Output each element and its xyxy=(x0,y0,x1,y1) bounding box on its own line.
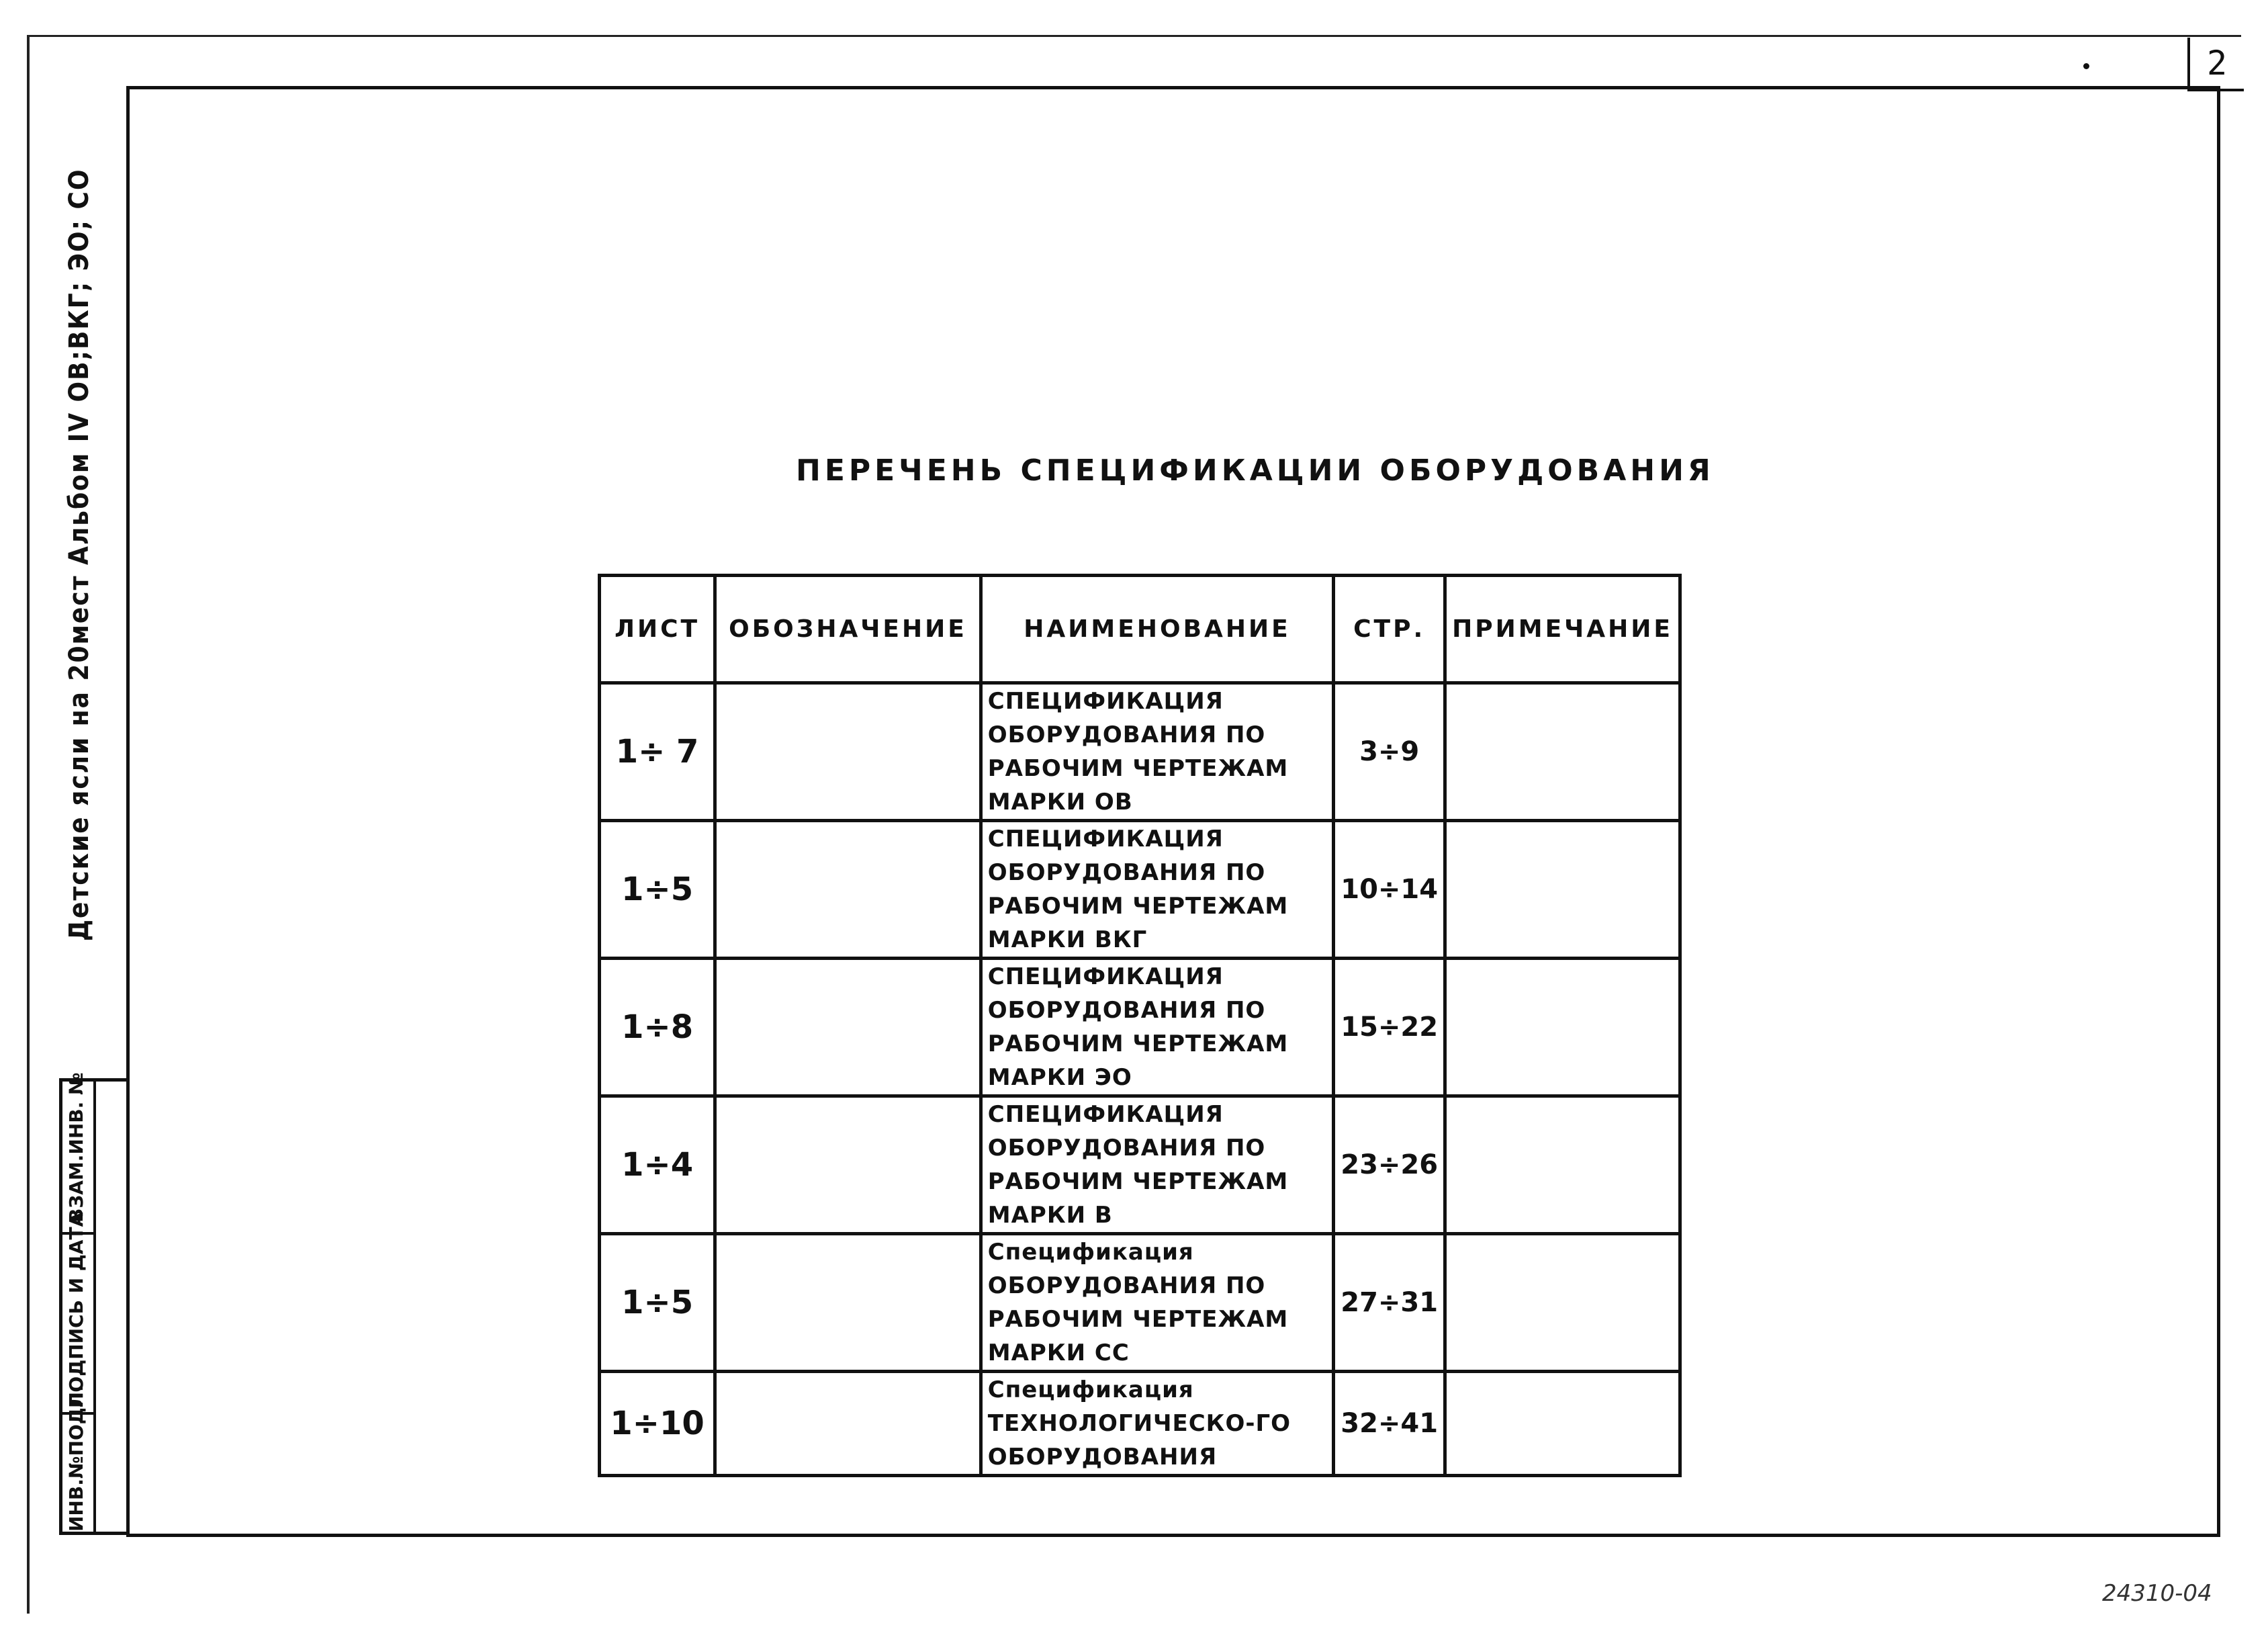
stamp-divider xyxy=(93,1082,96,1532)
cell-name: СПЕЦИФИКАЦИЯ ОБОРУДОВАНИЯ ПО РАБОЧИМ ЧЕРТЕЖАМ МАРКИ В xyxy=(981,1096,1333,1234)
approval-stamp xyxy=(59,1072,126,1535)
cell-page: 3÷9 xyxy=(1334,683,1445,821)
archive-code: 24310-04 xyxy=(2102,1580,2212,1607)
header-name: НАИМЕНОВАНИЕ xyxy=(981,576,1333,683)
table-row xyxy=(600,959,1680,1096)
side-title: Детские ясли на 20мест Альбом IV ОВ;ВКГ; ЭО; СО xyxy=(64,168,95,941)
cell-designation xyxy=(715,959,981,1096)
cell-sheet: 1÷4 xyxy=(600,1096,715,1234)
stamp-label-replacement: ВЗАМ.ИНВ. № xyxy=(65,1072,87,1223)
cell-sheet: 1÷10 xyxy=(600,1372,715,1476)
cell-designation xyxy=(715,1096,981,1234)
table-row xyxy=(600,1096,1680,1234)
cell-page: 15÷22 xyxy=(1334,959,1445,1096)
cell-designation xyxy=(715,1372,981,1476)
cell-note xyxy=(1445,1096,1680,1234)
table-header-row xyxy=(600,576,1680,683)
cell-note xyxy=(1445,1372,1680,1476)
header-note: ПРИМЕЧАНИЕ xyxy=(1445,576,1680,683)
stamp-label-signature: ПОДПИСЬ И ДАТА xyxy=(65,1212,87,1408)
table-row xyxy=(600,683,1680,821)
cell-note xyxy=(1445,1234,1680,1372)
cell-sheet: 1÷8 xyxy=(600,959,715,1096)
cell-page: 23÷26 xyxy=(1334,1096,1445,1234)
cell-note xyxy=(1445,683,1680,821)
cell-note xyxy=(1445,959,1680,1096)
cell-name: Спецификация ОБОРУДОВАНИЯ ПО РАБОЧИМ ЧЕРТЕЖАМ МАРКИ СС xyxy=(981,1234,1333,1372)
cell-name: Спецификация ТЕХНОЛОГИЧЕСКО-ГО ОБОРУДОВАНИЯ xyxy=(981,1372,1333,1476)
header-sheet: ЛИСТ xyxy=(600,576,715,683)
cell-designation xyxy=(715,821,981,959)
document-title: ПЕРЕЧЕНЬ СПЕЦИФИКАЦИИ ОБОРУДОВАНИЯ xyxy=(796,453,1715,488)
cell-page: 27÷31 xyxy=(1334,1234,1445,1372)
stamp-cell-original xyxy=(62,1385,93,1533)
cell-name: СПЕЦИФИКАЦИЯ ОБОРУДОВАНИЯ ПО РАБОЧИМ ЧЕРТЕЖАМ МАРКИ ВКГ xyxy=(981,821,1333,959)
ink-dot xyxy=(2083,63,2089,69)
table-row xyxy=(600,821,1680,959)
cell-designation xyxy=(715,1234,981,1372)
sheet-number: 2 xyxy=(2187,38,2244,91)
table-row xyxy=(600,1234,1680,1372)
cell-name: СПЕЦИФИКАЦИЯ ОБОРУДОВАНИЯ ПО РАБОЧИМ ЧЕРТЕЖАМ МАРКИ ОВ xyxy=(981,683,1333,821)
header-designation: ОБОЗНАЧЕНИЕ xyxy=(715,576,981,683)
cell-page: 10÷14 xyxy=(1334,821,1445,959)
cell-sheet: 1÷ 7 xyxy=(600,683,715,821)
table-row xyxy=(600,1372,1680,1476)
cell-sheet: 1÷5 xyxy=(600,821,715,959)
specification-table xyxy=(598,574,1682,1477)
cell-designation xyxy=(715,683,981,821)
cell-note xyxy=(1445,821,1680,959)
cell-page: 32÷41 xyxy=(1334,1372,1445,1476)
stamp-label-original: ИНВ.№ПОДЛ. xyxy=(65,1385,87,1532)
cell-name: СПЕЦИФИКАЦИЯ ОБОРУДОВАНИЯ ПО РАБОЧИМ ЧЕРТЕЖАМ МАРКИ ЭО xyxy=(981,959,1333,1096)
header-page: СТР. xyxy=(1334,576,1445,683)
cell-sheet: 1÷5 xyxy=(600,1234,715,1372)
